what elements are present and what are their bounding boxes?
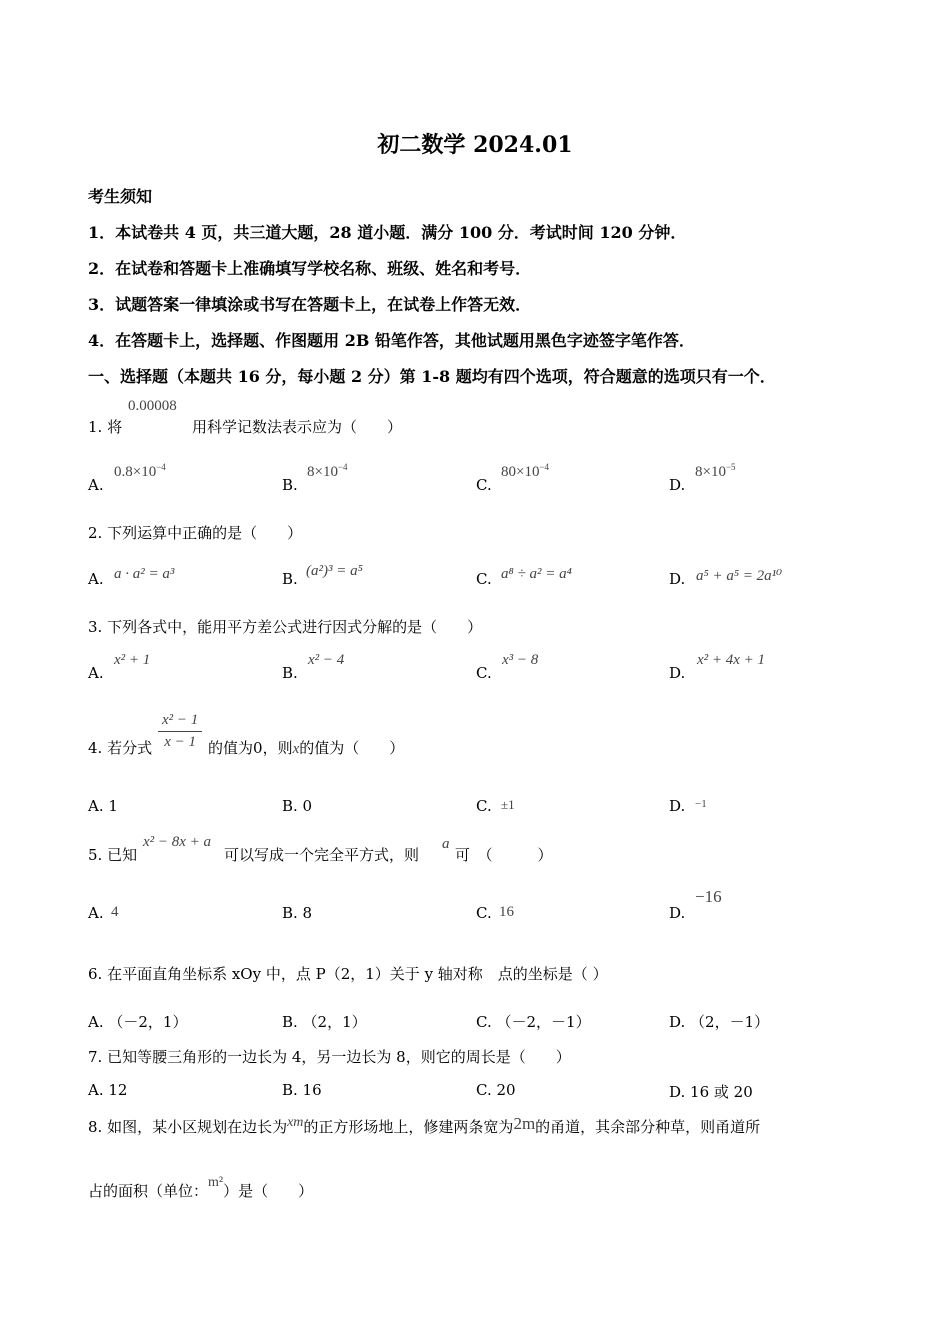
q6-option-c: C. （－2，－1） [476, 1013, 591, 1031]
q5-option-d-value: −16 [695, 887, 722, 906]
q3-option-b-value: x² − 4 [308, 652, 345, 668]
q6-option-a: A. （－2，1） [88, 1013, 188, 1031]
q8-stem-line2: 占的面积（单位：m²）是（ ） [88, 1175, 314, 1200]
q8-unit: m² [208, 1175, 224, 1190]
q4-stem-rest: 的值为0，则x的值为（ ） [208, 739, 405, 757]
q1-option-b-value: $8\times 10^{-4}$ [307, 462, 348, 480]
q7-option-d: D. 16 或 20 [669, 1083, 753, 1101]
q5-expression: x² − 8x + a [143, 834, 212, 850]
q5-option-b: B. 8 [282, 904, 313, 922]
q6-stem: 6. 在平面直角坐标系 xOy 中，点 P（2，1）关于 y 轴对称 点的坐标是（ ） [88, 965, 608, 983]
q2-option-a-label: A. [88, 570, 104, 588]
q5-stem-mid: 可以写成一个完全平方式，则 [224, 846, 420, 864]
q4-fraction-denominator: x − 1 [164, 734, 197, 750]
q4-option-a: A. 1 [88, 797, 118, 815]
q3-option-c-label: C. [476, 664, 492, 682]
q5-option-c-label: C. [476, 904, 492, 922]
q1-option-d-label: D. [669, 476, 686, 494]
q2-option-c-label: C. [476, 570, 492, 588]
notice-item-1: 1．本试卷共 4 页，共三道大题，28 道小题．满分 100 分．考试时间 120 分钟． [88, 223, 687, 242]
q4-prefix: 4. 若分式 [88, 739, 153, 757]
q1-number: 1. 将 [88, 418, 123, 436]
q2-option-b-label: B. [282, 570, 298, 588]
q2-option-d-label: D. [669, 570, 686, 588]
notice-item-3: 3．试题答案一律填涂或书写在答题卡上，在试卷上作答无效． [88, 295, 532, 314]
q8-stem-line1: 8. 如图，某小区规划在边长为xm的正方形场地上，修建两条宽为2m的甬道，其余部分种草，则甬道所 [88, 1114, 761, 1136]
q2-option-d-value: a⁵ + a⁵ = 2a¹⁰ [696, 568, 783, 584]
notice-heading: 考生须知 [88, 187, 153, 206]
q3-option-d-label: D. [669, 664, 686, 682]
q2-option-a-value: a · a² = a³ [114, 566, 175, 582]
q7-option-a: A. 12 [88, 1081, 128, 1099]
q1-stem: 用科学记数法表示应为（ ） [192, 418, 403, 436]
q2-stem: 2. 下列运算中正确的是（ ） [88, 524, 303, 542]
q7-stem: 7. 已知等腰三角形的一边长为 4，另一边长为 8，则它的周长是（ ） [88, 1048, 571, 1066]
q4-fraction-numerator: x² − 1 [158, 712, 202, 732]
q5-stem-suffix: 可 （ ） [455, 846, 553, 864]
q4-option-b: B. 0 [282, 797, 313, 815]
q4-option-d-label: D. [669, 797, 686, 815]
q3-option-a-label: A. [88, 664, 104, 682]
notice-item-4: 4．在答题卡上，选择题、作图题用 2B 铅笔作答，其他试题用黑色字迹签字笔作答． [88, 331, 695, 350]
q1-option-c-value: $80\times 10^{-4}$ [501, 462, 550, 480]
q1-option-a-value: $0.8\times 10^{-4}$ [114, 462, 166, 480]
q1-option-d-value: $8\times 10^{-5}$ [695, 462, 736, 480]
q5-prefix: 5. 已知 [88, 846, 138, 864]
q8-width: 2m [513, 1114, 536, 1133]
q3-option-a-value: x² + 1 [114, 652, 151, 668]
q1-option-b-label: B. [282, 476, 298, 494]
q6-option-d: D. （2，－1） [669, 1013, 770, 1031]
q4-option-d-value: −1 [695, 798, 707, 810]
q1-option-c-label: C. [476, 476, 492, 494]
q7-option-b: B. 16 [282, 1081, 322, 1099]
q2-option-b-value: (a²)³ = a⁵ [306, 563, 363, 579]
q3-stem: 3. 下列各式中，能用平方差公式进行因式分解的是（ ） [88, 618, 483, 636]
q5-option-a-value: 4 [111, 904, 119, 920]
section-1-heading: 一、选择题（本题共 16 分，每小题 2 分）第 1-8 题均有四个选项，符合题意的选项只有一个． [88, 367, 776, 386]
q3-option-c-value: x³ − 8 [502, 652, 539, 668]
notice-item-2: 2．在试卷和答题卡上准确填写学校名称、班级、姓名和考号． [88, 259, 532, 278]
q8-var: xm [287, 1115, 304, 1130]
q4-fraction [158, 712, 202, 751]
q4-option-c-value: ±1 [501, 797, 515, 812]
q1-expression: 0.00008 [128, 398, 177, 414]
q7-option-c: C. 20 [476, 1081, 516, 1099]
q5-var: a [442, 836, 450, 852]
q2-option-c-value: a⁸ ÷ a² = a⁴ [501, 566, 572, 582]
q5-option-c-value: 16 [499, 904, 514, 920]
q6-option-b: B. （2，1） [282, 1013, 367, 1031]
q3-option-d-value: x² + 4x + 1 [697, 652, 766, 668]
q3-option-b-label: B. [282, 664, 298, 682]
q4-option-c-label: C. [476, 797, 492, 815]
q1-option-a-label: A. [88, 476, 104, 494]
q5-option-d-label: D. [669, 904, 686, 922]
q5-option-a-label: A. [88, 904, 104, 922]
page-title: 初二数学 2024.01 [377, 132, 573, 158]
